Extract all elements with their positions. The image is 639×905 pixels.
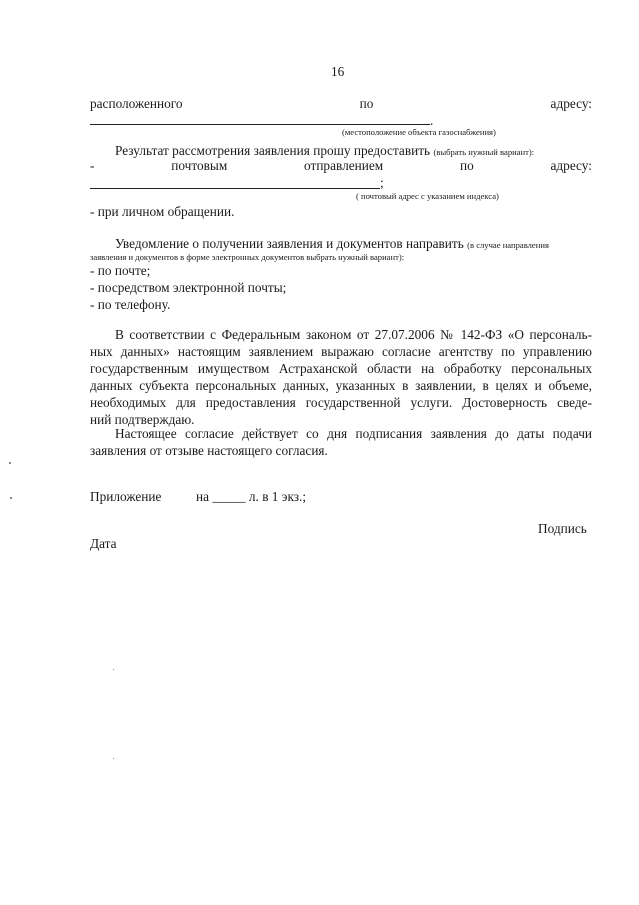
notification-note-a: (в случае направления bbox=[467, 240, 549, 250]
result-lead-text: Результат рассмотрения заявления прошу предоставить bbox=[115, 143, 431, 158]
consent-line: государственным имуществом Астраханской области на обработку персональных bbox=[90, 361, 592, 376]
date-label: Дата bbox=[90, 536, 117, 551]
consent-line: необходимых для предоставления государственной услуги. Достоверность сведе- bbox=[90, 395, 592, 410]
consent-line: ных данных» настоящим заявлением выражаю согласие агентству по управлению bbox=[90, 344, 592, 359]
scan-speck bbox=[10, 497, 12, 499]
consent-line: В соответствии с Федеральным законом от 27.07.2006 № 142-ФЗ «О персональ- bbox=[115, 327, 592, 342]
scan-speck bbox=[113, 669, 114, 670]
attachment-label: Приложение bbox=[90, 489, 162, 504]
consent-line: ний подтверждаю. bbox=[90, 412, 195, 427]
address-word-at: по bbox=[359, 96, 374, 111]
scan-speck bbox=[113, 758, 114, 759]
validity-line: Настоящее согласие действует со дня подписания заявления до даты подачи bbox=[115, 426, 592, 441]
postal-line-end: ; bbox=[380, 175, 384, 190]
address-caption: (местоположение объекта газоснабжения) bbox=[342, 127, 496, 137]
notification-note-b: заявления и документов в форме электронных документов выбрать нужный вариант): bbox=[90, 252, 405, 262]
mail-word-dash: - bbox=[90, 158, 95, 173]
mail-word-at: по bbox=[459, 158, 474, 173]
consent-line: данных субъекта персональных данных, указанных в заявлении, в целях и объеме, bbox=[90, 378, 592, 393]
attachment-pages: на _____ л. в 1 экз.; bbox=[196, 489, 307, 504]
notification-lead-text: Уведомление о получении заявления и документов направить bbox=[115, 236, 464, 251]
mail-word-dispatch: отправлением bbox=[304, 158, 384, 173]
signature-label: Подпись bbox=[538, 521, 587, 536]
address-blank-line bbox=[90, 124, 430, 125]
page-number: 16 bbox=[331, 64, 345, 79]
address-word-address: адресу: bbox=[550, 96, 592, 111]
validity-line: заявления от отзыве настоящего согласия. bbox=[90, 443, 328, 458]
address-line-end: . bbox=[430, 113, 434, 128]
notify-option-phone: - по телефону. bbox=[90, 297, 171, 312]
result-lead bbox=[115, 143, 534, 159]
mail-line bbox=[90, 158, 592, 174]
mail-word-address: адресу: bbox=[550, 158, 592, 173]
postal-caption: ( почтовый адрес с указанием индекса) bbox=[356, 191, 499, 201]
notification-lead bbox=[115, 236, 549, 252]
postal-blank-line bbox=[90, 188, 380, 189]
notify-option-email: - посредством электронной почты; bbox=[90, 280, 287, 295]
scan-speck bbox=[9, 462, 11, 464]
mail-word-postal: почтовым bbox=[171, 158, 228, 173]
notify-option-mail: - по почте; bbox=[90, 263, 151, 278]
result-lead-note: (выбрать нужный вариант): bbox=[433, 147, 535, 157]
address-line bbox=[90, 96, 592, 112]
personal-visit-option: - при личном обращении. bbox=[90, 204, 235, 219]
address-word-located: расположенного bbox=[90, 96, 183, 111]
